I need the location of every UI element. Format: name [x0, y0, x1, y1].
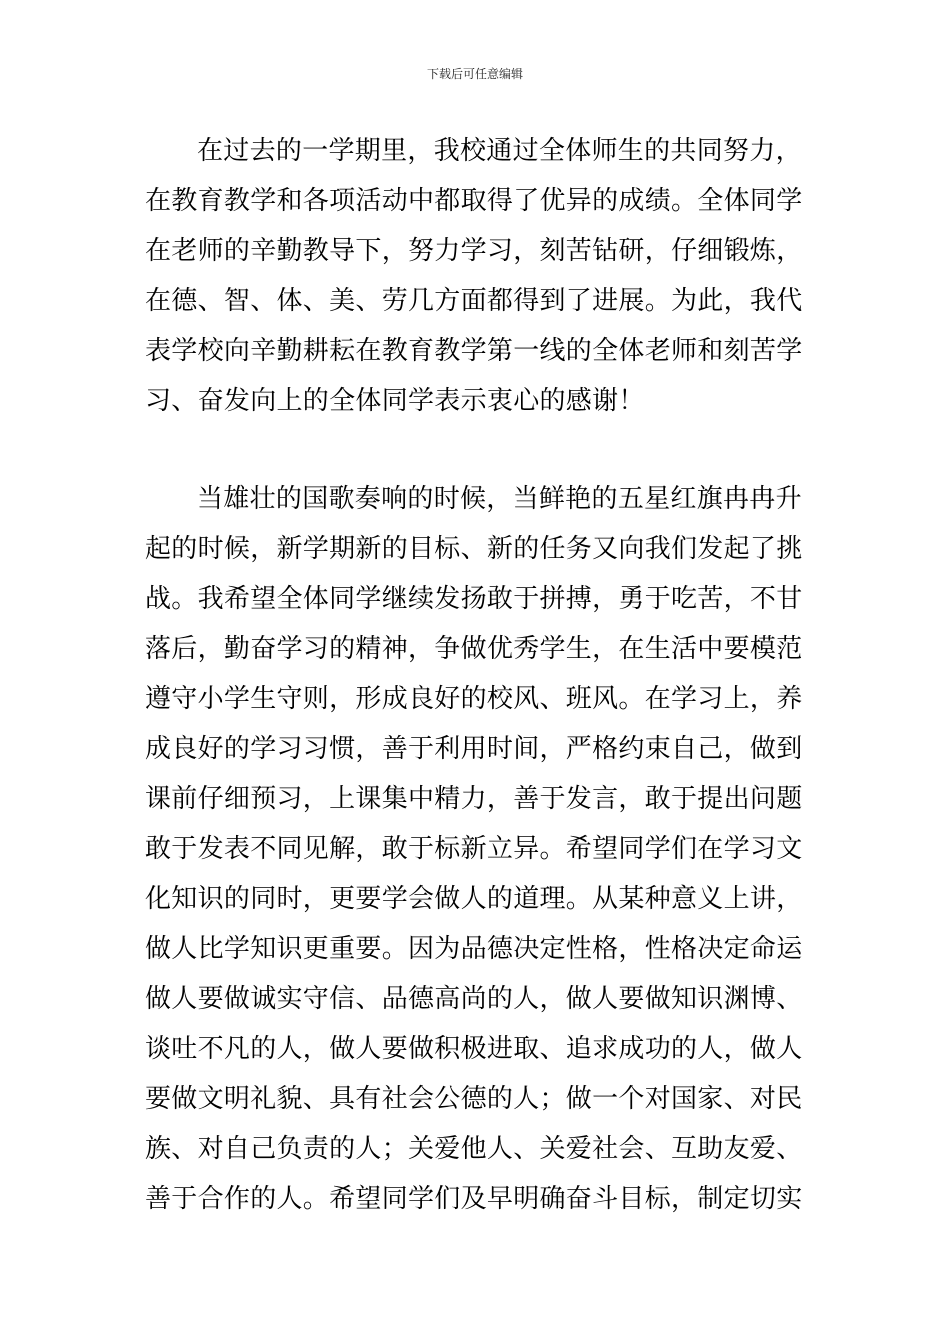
paragraph-line: 习、奋发向上的全体同学表示衷心的感谢！ — [145, 386, 645, 416]
paragraph-line: 善于合作的人。希望同学们及早明确奋斗目标，制定切实 — [145, 1184, 803, 1214]
paragraph-line: 战。我希望全体同学继续发扬敢于拼搏，勇于吃苦，不甘 — [145, 584, 803, 614]
paragraph-line: 敢于发表不同见解，敢于标新立异。希望同学们在学习文 — [145, 834, 803, 864]
paragraph-line: 在教育教学和各项活动中都取得了优异的成绩。全体同学 — [145, 186, 803, 216]
paragraph-line: 要做文明礼貌、具有社会公德的人；做一个对国家、对民 — [145, 1084, 803, 1114]
paragraph-line: 成良好的学习习惯，善于利用时间，严格约束自己，做到 — [145, 734, 803, 764]
paragraph-line: 遵守小学生守则，形成良好的校风、班风。在学习上，养 — [145, 684, 803, 714]
paragraph-line: 谈吐不凡的人，做人要做积极进取、追求成功的人，做人 — [145, 1034, 803, 1064]
paragraph-line: 做人比学知识更重要。因为品德决定性格，性格决定命运 — [145, 934, 803, 964]
paragraph-line: 起的时候，新学期新的目标、新的任务又向我们发起了挑 — [145, 534, 803, 564]
paragraph-line: 表学校向辛勤耕耘在教育教学第一线的全体老师和刻苦学 — [145, 336, 803, 366]
paragraph-1 — [145, 126, 810, 426]
paragraph-line: 在德、智、体、美、劳几方面都得到了进展。为此，我代 — [145, 286, 803, 316]
paragraph-line: 在过去的一学期里，我校通过全体师生的共同努力， — [197, 136, 802, 166]
paragraph-line: 课前仔细预习，上课集中精力，善于发言，敢于提出问题 — [145, 784, 803, 814]
paragraph-line: 在老师的辛勤教导下，努力学习，刻苦钻研，仔细锻炼， — [145, 236, 803, 266]
paragraph-line: 落后，勤奋学习的精神，争做优秀学生，在生活中要模范 — [145, 634, 803, 664]
paragraph-line: 化知识的同时，更要学会做人的道理。从某种意义上讲， — [145, 884, 803, 914]
paragraph-line: 做人要做诚实守信、品德高尚的人，做人要做知识渊博、 — [145, 984, 803, 1014]
paragraph-line: 族、对自己负责的人；关爱他人、关爱社会、互助友爱、 — [145, 1134, 803, 1164]
page-header: 下载后可任意编辑 — [426, 67, 523, 81]
paragraph-line: 当雄壮的国歌奏响的时候，当鲜艳的五星红旗冉冉升 — [197, 484, 802, 514]
paragraph-2 — [145, 474, 810, 1224]
